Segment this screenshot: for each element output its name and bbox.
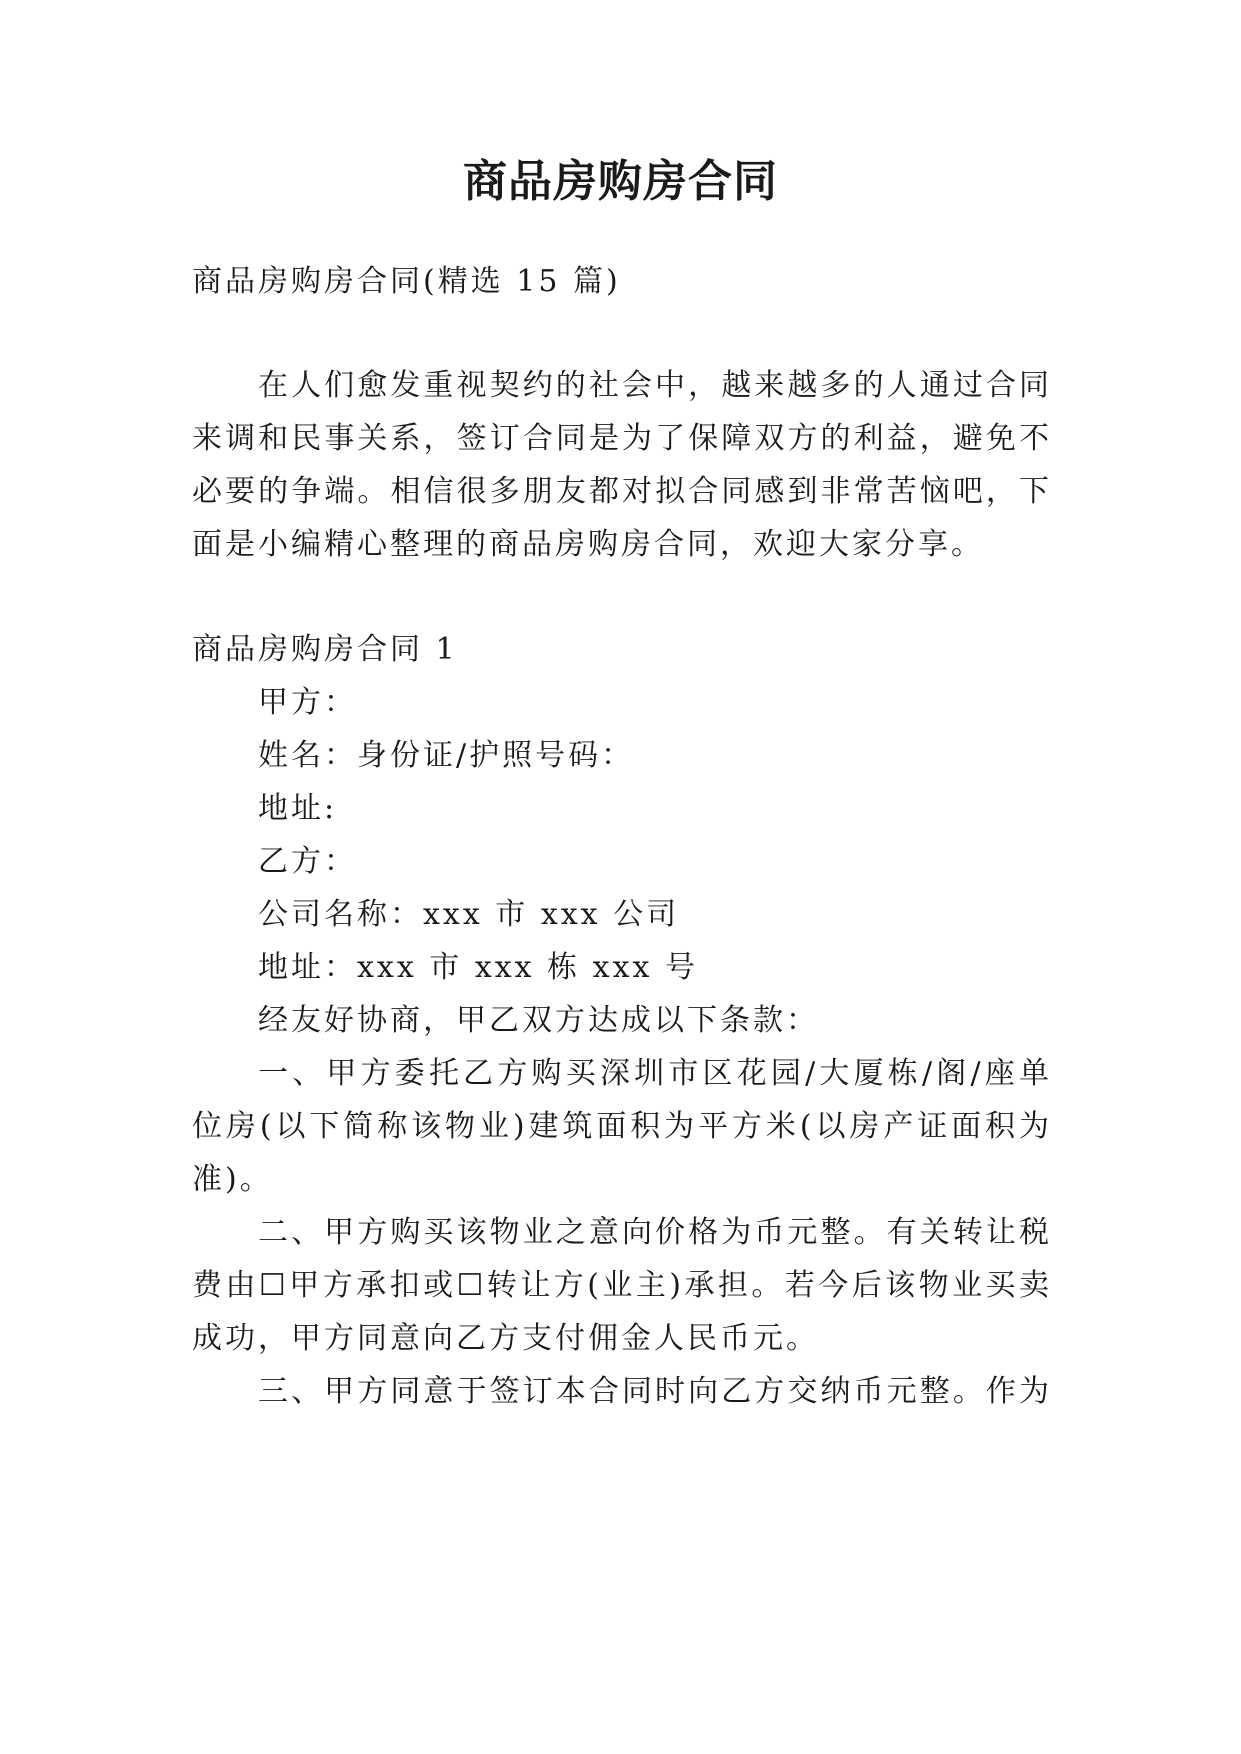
party-a-label: 甲方： [258,685,357,720]
address-b-line: 地址：xxx 市 xxx 栋 xxx 号 [258,950,698,985]
intro-line-3: 必要的争端。相信很多朋友都对拟合同感到非常苦恼吧，下 [192,474,1052,509]
company-name-line: 公司名称：xxx 市 xxx 公司 [258,897,680,932]
address-a-label: 地址: [258,791,338,826]
document-title: 商品房购房合同 [463,156,778,207]
clause-1-line-1: 一、甲方委托乙方购买深圳市区花园/大厦栋/阁/座单 [258,1056,1052,1091]
clause-1-line-2: 位房(以下简称该物业)建筑面积为平方米(以房产证面积为 [192,1109,1052,1144]
clause-2-line-3: 成功，甲方同意向乙方支付佣金人民币元。 [192,1321,819,1356]
clause-1-line-3: 准)。 [192,1162,273,1197]
clause-3-line-1: 三、甲方同意于签订本合同时向乙方交纳币元整。作为 [258,1374,1052,1409]
clause-2-line-1: 二、甲方购买该物业之意向价格为币元整。有关转让税 [258,1215,1052,1250]
party-b-label: 乙方： [258,844,357,879]
document-subtitle: 商品房购房合同(精选 15 篇) [192,264,621,299]
name-id-label: 姓名：身份证/护照号码： [258,738,635,773]
agreement-intro-line: 经友好协商，甲乙双方达成以下条款： [258,1003,819,1038]
section-heading: 商品房购房合同 1 [192,632,458,667]
intro-line-4: 面是小编精心整理的商品房购房合同，欢迎大家分享。 [192,527,984,562]
intro-line-2: 来调和民事关系，签订合同是为了保障双方的利益，避免不 [192,421,1052,456]
intro-line-1: 在人们愈发重视契约的社会中，越来越多的人通过合同 [258,368,1052,403]
clause-2-line-2: 费由☐甲方承扣或☐转让方(业主)承担。若今后该物业买卖 [192,1268,1052,1303]
